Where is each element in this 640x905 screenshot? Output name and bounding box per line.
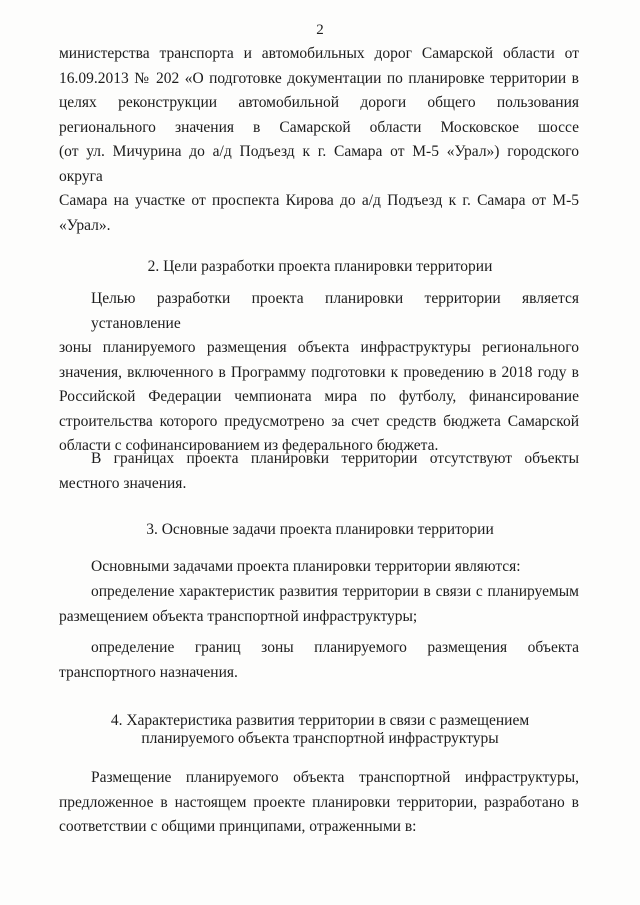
text-line: Российской Федерации чемпионата мира по футболу, финансирование	[59, 388, 579, 405]
text-line: зоны планируемого размещения объекта инфраструктуры регионального	[59, 339, 579, 356]
text-line: области с софинансированием из федерального бюджета.	[59, 437, 439, 454]
section-2-heading: 2. Цели разработки проекта планировки территории	[147, 258, 493, 275]
section-3-item-1	[59, 580, 579, 629]
text-line: Размещение планируемого объекта транспортной инфраструктуры,	[91, 769, 579, 786]
text-line: В границах проекта планировки территории отсутствуют объекты	[91, 450, 579, 467]
text-line: значения, включенного в Программу подготовки к проведению в 2018 году в	[59, 363, 579, 381]
section-3-heading: 3. Основные задачи проекта планировки территории	[146, 521, 494, 538]
text-line: размещением объекта транспортной инфраструктуры;	[59, 607, 418, 625]
section-3-intro	[59, 555, 579, 580]
text-line: Самара на участке от проспекта Кирова до а/д Подъезд к г. Самара от М-5	[59, 192, 579, 209]
section-4-heading-line-1: 4. Характеристика развития территории в связи с размещением	[110, 712, 530, 729]
text-line: «Урал».	[59, 216, 111, 234]
text-line: транспортного назначения.	[59, 663, 238, 681]
section-2-paragraph-2	[59, 447, 579, 496]
text-line: министерства транспорта и автомобильных дорог Самарской области от	[59, 45, 579, 62]
text-line: местного значения.	[59, 474, 187, 492]
intro-paragraph	[59, 42, 579, 238]
section-3-item-2	[59, 636, 579, 685]
text-line: определение характеристик развития территории в связи с планируемым	[91, 583, 579, 600]
text-line: Основными задачами проекта планировки территории являются:	[91, 558, 521, 575]
text-line: Целью разработки проекта планировки территории является установление	[91, 290, 579, 332]
text-line: (от ул. Мичурина до а/д Подъезд к г. Самара от М-5 «Урал») городского округа	[59, 143, 579, 185]
section-2-paragraph-1	[59, 287, 579, 459]
page-number: 2	[316, 22, 324, 38]
text-line: целях реконструкции автомобильной дороги общего пользования	[59, 94, 579, 111]
section-4-paragraph-1	[59, 766, 579, 840]
section-4-heading-line-2: планируемого объекта транспортной инфраструктуры	[141, 730, 499, 747]
text-line: соответствии с общими принципами, отраженными в:	[59, 818, 417, 835]
text-line: определение границ зоны планируемого размещения объекта	[91, 639, 579, 656]
text-line: 16.09.2013 № 202 «О подготовке документации по планировке территории в	[59, 69, 579, 87]
text-line: регионального значения в Самарской области Московское шоссе	[59, 118, 579, 136]
text-line: предложенное в настоящем проекте планировки территории, разработано в	[59, 793, 579, 811]
text-line: строительства которого предусмотрено за счет средств бюджета Самарской	[59, 412, 579, 430]
